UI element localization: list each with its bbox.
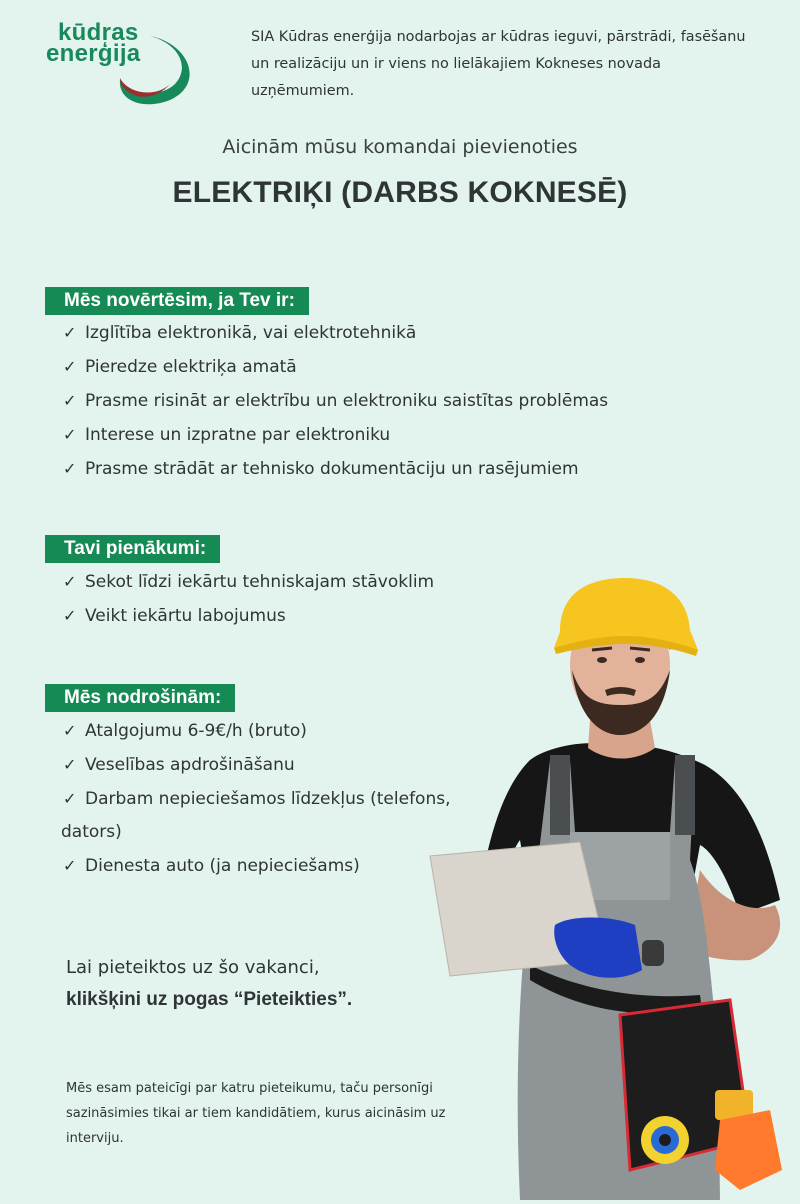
worker-photo [420, 570, 800, 1200]
check-icon: ✓ [63, 721, 77, 740]
check-icon: ✓ [63, 391, 77, 410]
list-item: ✓ Darbam nepieciešamos līdzekļus (telefons, [63, 782, 463, 816]
cta-line-2: klikšķini uz pogas “Pieteikties”. [66, 989, 353, 1010]
list-item: ✓ Prasme risināt ar elektrību un elektroniku saistītas problēmas [63, 384, 683, 418]
list-item: ✓ Izglītība elektronikā, vai elektrotehnikā [63, 316, 683, 350]
check-icon: ✓ [63, 357, 77, 376]
logo-line-1: kūdras [58, 19, 139, 46]
list-item: ✓ Veikt iekārtu labojumus [63, 599, 683, 633]
check-icon: ✓ [63, 459, 77, 478]
list-item-continuation: dators) [61, 822, 122, 842]
logo-line-2: enerģija [46, 40, 141, 67]
check-icon: ✓ [63, 755, 77, 774]
list-item: ✓ Sekot līdzi iekārtu tehniskajam stāvoklim [63, 565, 683, 599]
cta-line-1: Lai pieteiktos uz šo vakanci, [66, 957, 320, 978]
check-icon: ✓ [63, 572, 77, 591]
list-item: ✓ Veselības apdrošināšanu [63, 748, 463, 782]
company-logo [40, 19, 200, 112]
list-item: ✓ Atalgojumu 6-9€/h (bruto) [63, 714, 463, 748]
list-item: ✓ Pieredze elektriķa amatā [63, 350, 683, 384]
page-subtitle: Aicinām mūsu komandai pievienoties [222, 136, 578, 158]
check-icon: ✓ [63, 425, 77, 444]
check-icon: ✓ [63, 606, 77, 625]
list-item: ✓ Dienesta auto (ja nepieciešams) [63, 849, 463, 883]
section-heading-benefits: Mēs nodrošinām: [45, 684, 235, 712]
page-title: ELEKTRIĶI (DARBS KOKNESĒ) [172, 176, 628, 209]
check-icon: ✓ [63, 789, 77, 808]
check-icon: ✓ [63, 323, 77, 342]
benefits-list [63, 714, 463, 883]
company-intro: SIA Kūdras enerģija nodarbojas ar kūdras ieguvi, pārstrādi, fasēšanu un realizāciju un ir viens no lielākajiem Kokneses novada uzņēmumiem. [251, 29, 746, 99]
check-icon: ✓ [63, 856, 77, 875]
list-item: ✓ Prasme strādāt ar tehnisko dokumentāciju un rasējumiem [63, 452, 683, 486]
requirements-list [63, 316, 683, 486]
list-item: ✓ Interese un izpratne par elektroniku [63, 418, 683, 452]
section-heading-requirements: Mēs novērtēsim, ja Tev ir: [45, 287, 309, 315]
section-heading-duties: Tavi pienākumi: [45, 535, 220, 563]
footer-note: Mēs esam pateicīgi par katru pieteikumu, taču personīgi sazināsimies tikai ar tiem kandidātiem, kurus aicināsim uz interviju. [66, 1081, 446, 1146]
